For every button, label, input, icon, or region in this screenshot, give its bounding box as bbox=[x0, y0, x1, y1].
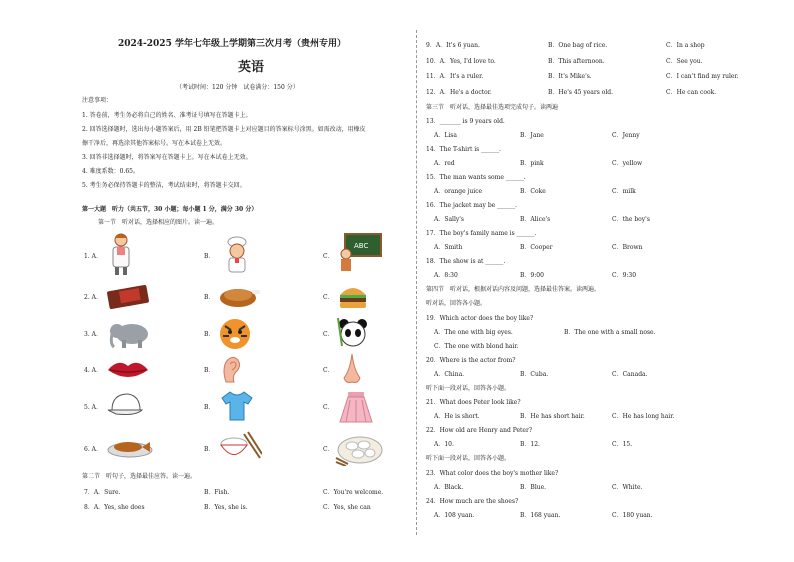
q4-option-c: C． bbox=[323, 367, 334, 374]
q15-option-c: C．milk bbox=[612, 188, 636, 195]
q24-option-b: B．168 yuan. bbox=[520, 512, 561, 519]
column-divider bbox=[416, 30, 417, 535]
q16-option-c: C．the boy's bbox=[612, 216, 650, 223]
ear-icon bbox=[220, 354, 244, 386]
section2-instruction: 第二节 听句子，选择最佳应答。读一遍。 bbox=[82, 473, 197, 480]
q2-option-c: C． bbox=[323, 294, 334, 301]
q16-option-b: B．Alice's bbox=[520, 216, 551, 223]
rice-bowl-icon bbox=[218, 430, 262, 464]
q22-option-a: A．10. bbox=[434, 441, 454, 448]
part1-heading: 第一大题 听力（共五节，30 小题；每小题 1 分，满分 30 分） bbox=[82, 206, 258, 213]
q17-option-b: B．Cooper bbox=[520, 244, 553, 251]
q15-question: 15．The man wants some ______. bbox=[426, 174, 526, 181]
q4-label: 4. A． bbox=[84, 367, 102, 374]
q5-label: 5. A． bbox=[84, 404, 102, 411]
q21-option-c: C．He has long hair. bbox=[612, 413, 675, 420]
note-item: 1. 答卷前，考生务必将自己的姓名、准考证号填写在答题卡上。 bbox=[82, 112, 252, 119]
q10-option-c: C．See you. bbox=[666, 58, 703, 65]
q6-option-c: C． bbox=[323, 446, 334, 453]
listen-instruction-2: 听下面一段对话，回答各小题。 bbox=[426, 385, 511, 392]
q13-option-a: A．Lisa bbox=[434, 132, 457, 139]
elephant-icon bbox=[108, 320, 152, 350]
panda-icon bbox=[336, 316, 370, 352]
q12-option-a: 12．A．He's a doctor. bbox=[426, 89, 492, 96]
note-item: 5. 考生务必保持答题卡的整洁，考试结束时，将答题卡交回。 bbox=[82, 182, 246, 189]
q24-option-c: C．180 yuan. bbox=[612, 512, 653, 519]
q16-option-a: A．Sally's bbox=[434, 216, 464, 223]
q20-question: 20．Where is the actor from? bbox=[426, 357, 516, 364]
subject-title: 英语 bbox=[238, 60, 265, 75]
q21-question: 21．What does Peter look like? bbox=[426, 399, 521, 406]
q14-option-a: A．red bbox=[434, 160, 455, 167]
q8-option-a: 8．A．Yes, she does bbox=[84, 504, 145, 511]
q9-option-b: B．One bag of rice. bbox=[548, 42, 608, 49]
q10-option-a: 10．A．Yes, I'd love to. bbox=[426, 58, 496, 65]
q6-label: 6. A． bbox=[84, 446, 102, 453]
roast-chicken-icon bbox=[218, 280, 264, 310]
exam-info: （考试时间：120 分钟 试卷满分：150 分） bbox=[176, 84, 299, 91]
q8-option-b: B．Yes, she is. bbox=[204, 504, 248, 511]
q13-option-b: B．Jane bbox=[520, 132, 544, 139]
lips-icon bbox=[106, 358, 150, 382]
q18-option-c: C．9:30 bbox=[612, 272, 637, 279]
q20-option-c: C．Canada. bbox=[612, 371, 648, 378]
q15-option-b: B．Coke bbox=[520, 188, 546, 195]
q9-option-c: C．In a shop bbox=[666, 42, 705, 49]
q3-option-c: C． bbox=[323, 331, 334, 338]
note-item: 2. 回答选择题时，选出每小题答案后，用 2B 铅笔把答题卡上对应题目的答案标号涂黑。如需改动，用橡皮 bbox=[82, 126, 366, 133]
q21-option-a: A．He is short. bbox=[434, 413, 480, 420]
chocolate-icon bbox=[106, 282, 152, 310]
q7-option-a: 7．A．Sure. bbox=[84, 489, 121, 496]
board-text: ABC bbox=[354, 242, 369, 250]
q17-option-c: C．Brown bbox=[612, 244, 643, 251]
q5-option-c: C． bbox=[323, 404, 334, 411]
q18-question: 18．The show is at ______. bbox=[426, 258, 506, 265]
q14-question: 14．The T-shirt is ______. bbox=[426, 146, 502, 153]
q23-option-a: A．Black. bbox=[434, 484, 464, 491]
q23-option-b: B．Blue. bbox=[520, 484, 547, 491]
doctor-icon bbox=[108, 232, 134, 276]
q2-option-b: B． bbox=[204, 294, 215, 301]
q8-option-c: C．Yes, she can bbox=[323, 504, 371, 511]
q5-option-b: B． bbox=[204, 404, 215, 411]
q20-option-b: B．Cuba. bbox=[520, 371, 549, 378]
q3-option-b: B． bbox=[204, 331, 215, 338]
q21-option-b: B．He has short hair. bbox=[520, 413, 585, 420]
q19-question: 19．Which actor does the boy like? bbox=[426, 315, 534, 322]
teacher-icon bbox=[337, 232, 383, 272]
note-item: 4. 难度系数：0.65。 bbox=[82, 168, 139, 175]
right-column bbox=[420, 0, 794, 562]
cap-icon bbox=[106, 392, 146, 420]
q15-option-a: A．orange juice bbox=[434, 188, 483, 195]
hamburger-icon bbox=[337, 283, 369, 311]
q1-option-c: C． bbox=[323, 253, 334, 260]
q7-option-c: C．You're welcome. bbox=[323, 489, 384, 496]
section4-instruction: 第四节 听对话，根据对话内容及问题，选择最佳答案。读两遍。 bbox=[426, 286, 601, 293]
q22-question: 22．How old are Henry and Peter? bbox=[426, 427, 533, 434]
q9-option-a: 9．A．It's 6 yuan. bbox=[426, 42, 480, 49]
q18-option-a: A．8:30 bbox=[434, 272, 458, 279]
q13-option-c: C．Jenny bbox=[612, 132, 640, 139]
listen-instruction-3: 听下面一段对话，回答各小题。 bbox=[426, 455, 511, 462]
q17-question: 17．The boy's family name is ______. bbox=[426, 230, 537, 237]
dumplings-icon bbox=[334, 428, 384, 466]
q13-question: 13．_______ is 9 years old. bbox=[426, 118, 505, 125]
exam-title: 2024-2025 学年七年级上学期第三次月考（贵州专用） bbox=[118, 39, 346, 49]
q18-option-b: B．9:00 bbox=[520, 272, 544, 279]
tshirt-icon bbox=[220, 390, 254, 422]
q1-label: 1. A． bbox=[84, 253, 102, 260]
q16-question: 16．The jacket may be ______. bbox=[426, 202, 518, 209]
q19-option-b: B．The one with a small nose. bbox=[564, 329, 656, 336]
q17-option-a: A．Smith bbox=[434, 244, 463, 251]
section1-instruction: 第一节 听对话，选择相应的图片。读一遍。 bbox=[98, 219, 219, 226]
q23-question: 23．What color does the boy's mother like? bbox=[426, 470, 559, 477]
q2-label: 2. A． bbox=[84, 294, 102, 301]
q1-option-b: B． bbox=[204, 253, 215, 260]
listen-instruction-1: 听对话，回答各小题。 bbox=[426, 300, 487, 307]
nose-icon bbox=[340, 352, 364, 388]
fish-dish-icon bbox=[106, 434, 154, 460]
q19-option-c: C．The one with blond hair. bbox=[434, 343, 519, 350]
q3-label: 3. A． bbox=[84, 331, 102, 338]
q12-option-b: B．He's 45 years old. bbox=[548, 89, 614, 96]
q14-option-b: B．pink bbox=[520, 160, 544, 167]
note-item: 擦干净后，再选涂其他答案标号。写在本试卷上无效。 bbox=[82, 140, 227, 147]
skirt-icon bbox=[338, 390, 374, 424]
q12-option-c: C．He can cook. bbox=[666, 89, 717, 96]
q11-option-a: 11．A．It's a ruler. bbox=[426, 73, 484, 80]
q22-option-b: B．12. bbox=[520, 441, 540, 448]
q11-option-b: B．It's Mike's. bbox=[548, 73, 592, 80]
q22-option-c: C．15. bbox=[612, 441, 633, 448]
q11-option-c: C．I can't find my ruler. bbox=[666, 73, 739, 80]
chef-icon bbox=[222, 236, 252, 274]
q23-option-c: C．White. bbox=[612, 484, 643, 491]
q10-option-b: B．This afternoon. bbox=[548, 58, 605, 65]
tiger-icon bbox=[217, 316, 253, 352]
q14-option-c: C．yellow bbox=[612, 160, 643, 167]
q19-option-a: A．The one with big eyes. bbox=[434, 329, 513, 336]
q20-option-a: A．China. bbox=[434, 371, 465, 378]
note-item: 3. 回答非选择题时，将答案写在答题卡上。写在本试卷上无效。 bbox=[82, 154, 252, 161]
section3-instruction: 第三节 听对话，选择最佳选项完成句子。读两遍 bbox=[426, 104, 559, 111]
q24-question: 24．How much are the shoes? bbox=[426, 498, 519, 505]
q4-option-b: B． bbox=[204, 367, 215, 374]
q24-option-a: A．108 yuan. bbox=[434, 512, 475, 519]
q7-option-b: B．Fish. bbox=[204, 489, 230, 496]
q6-option-b: B． bbox=[204, 446, 215, 453]
notes-heading: 注意事项： bbox=[82, 97, 113, 104]
